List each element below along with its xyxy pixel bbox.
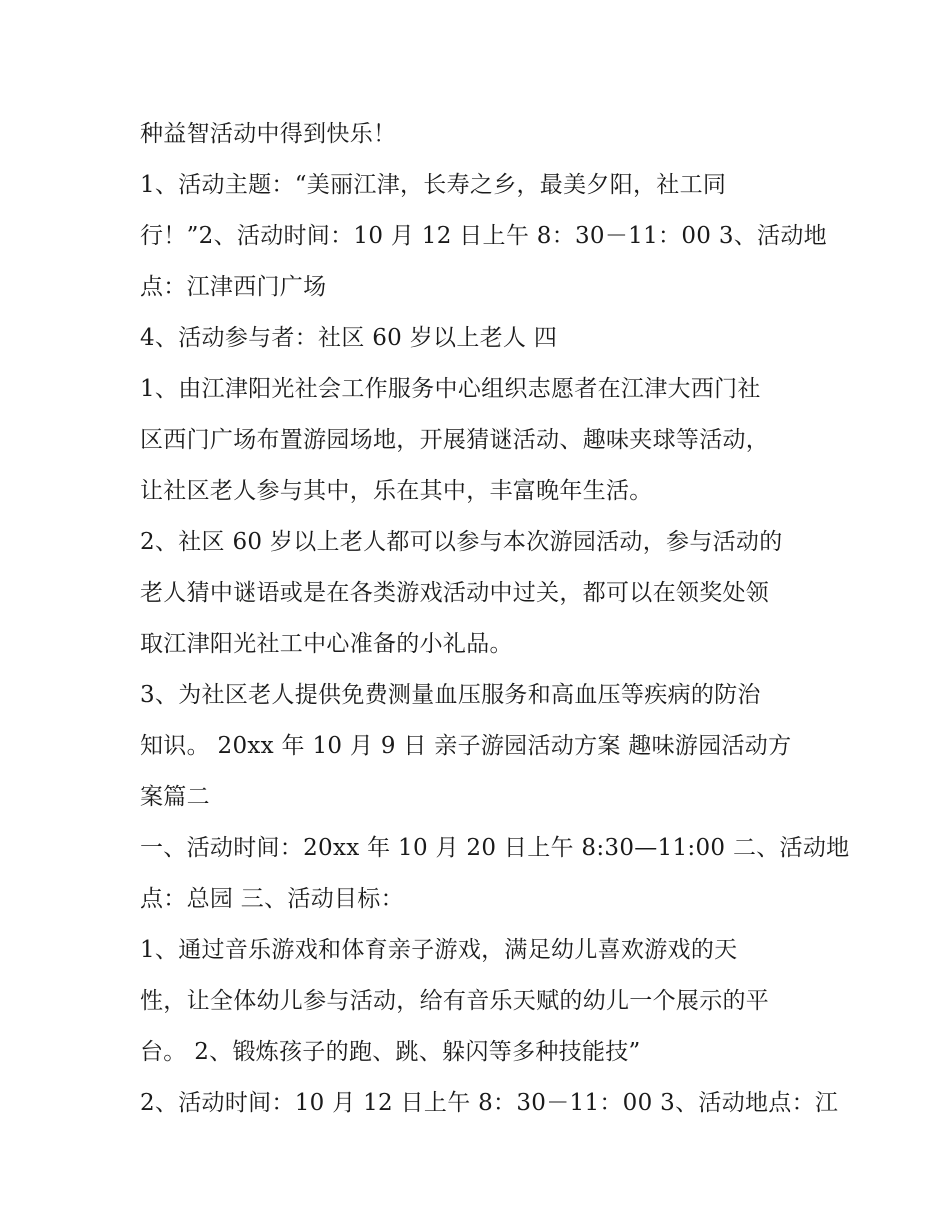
text-line: 知识。 20xx 年 10 月 9 日 亲子游园活动方案 趣味游园活动方 (140, 733, 792, 759)
text-line: 台。 2、锻炼孩子的跑、跳、躲闪等多种技能技” (140, 1039, 641, 1065)
text-line: 行！”2、活动时间：10 月 12 日上午 8：30－11：00 3、活动地 (140, 223, 827, 249)
text-line: 一、活动时间：20xx 年 10 月 20 日上午 8:30—11:00 二、活动地 (140, 835, 850, 861)
text-line: 案篇二 (140, 784, 210, 810)
text-line: 点：江津西门广场 (140, 274, 327, 300)
text-line: 3、为社区老人提供免费测量血压服务和高血压等疾病的防治 (140, 682, 761, 708)
text-line: 1、由江津阳光社会工作服务中心组织志愿者在江津大西门社 (140, 376, 761, 402)
text-line: 4、活动参与者：社区 60 岁以上老人 四 (140, 325, 558, 351)
text-line: 取江津阳光社工中心准备的小礼品。 (140, 631, 513, 657)
text-line: 1、通过音乐游戏和体育亲子游戏，满足幼儿喜欢游戏的天 (140, 937, 738, 963)
text-line: 区西门广场布置游园场地，开展猜谜活动、趣味夹球等活动， (140, 427, 770, 453)
document-body (140, 109, 850, 1129)
text-line: 让社区老人参与其中，乐在其中，丰富晚年生活。 (140, 478, 653, 504)
text-line: 种益智活动中得到快乐！ (140, 121, 397, 147)
text-line: 2、活动时间：10 月 12 日上午 8：30－11：00 3、活动地点：江 (140, 1090, 839, 1116)
text-line: 2、社区 60 岁以上老人都可以参与本次游园活动，参与活动的 (140, 529, 783, 555)
text-line: 点：总园 三、活动目标： (140, 886, 404, 912)
text-line: 1、活动主题：“美丽江津，长寿之乡，最美夕阳，社工同 (140, 172, 727, 198)
text-line: 老人猜中谜语或是在各类游戏活动中过关，都可以在领奖处领 (140, 580, 770, 606)
text-line: 性，让全体幼儿参与活动，给有音乐天赋的幼儿一个展示的平 (140, 988, 770, 1014)
